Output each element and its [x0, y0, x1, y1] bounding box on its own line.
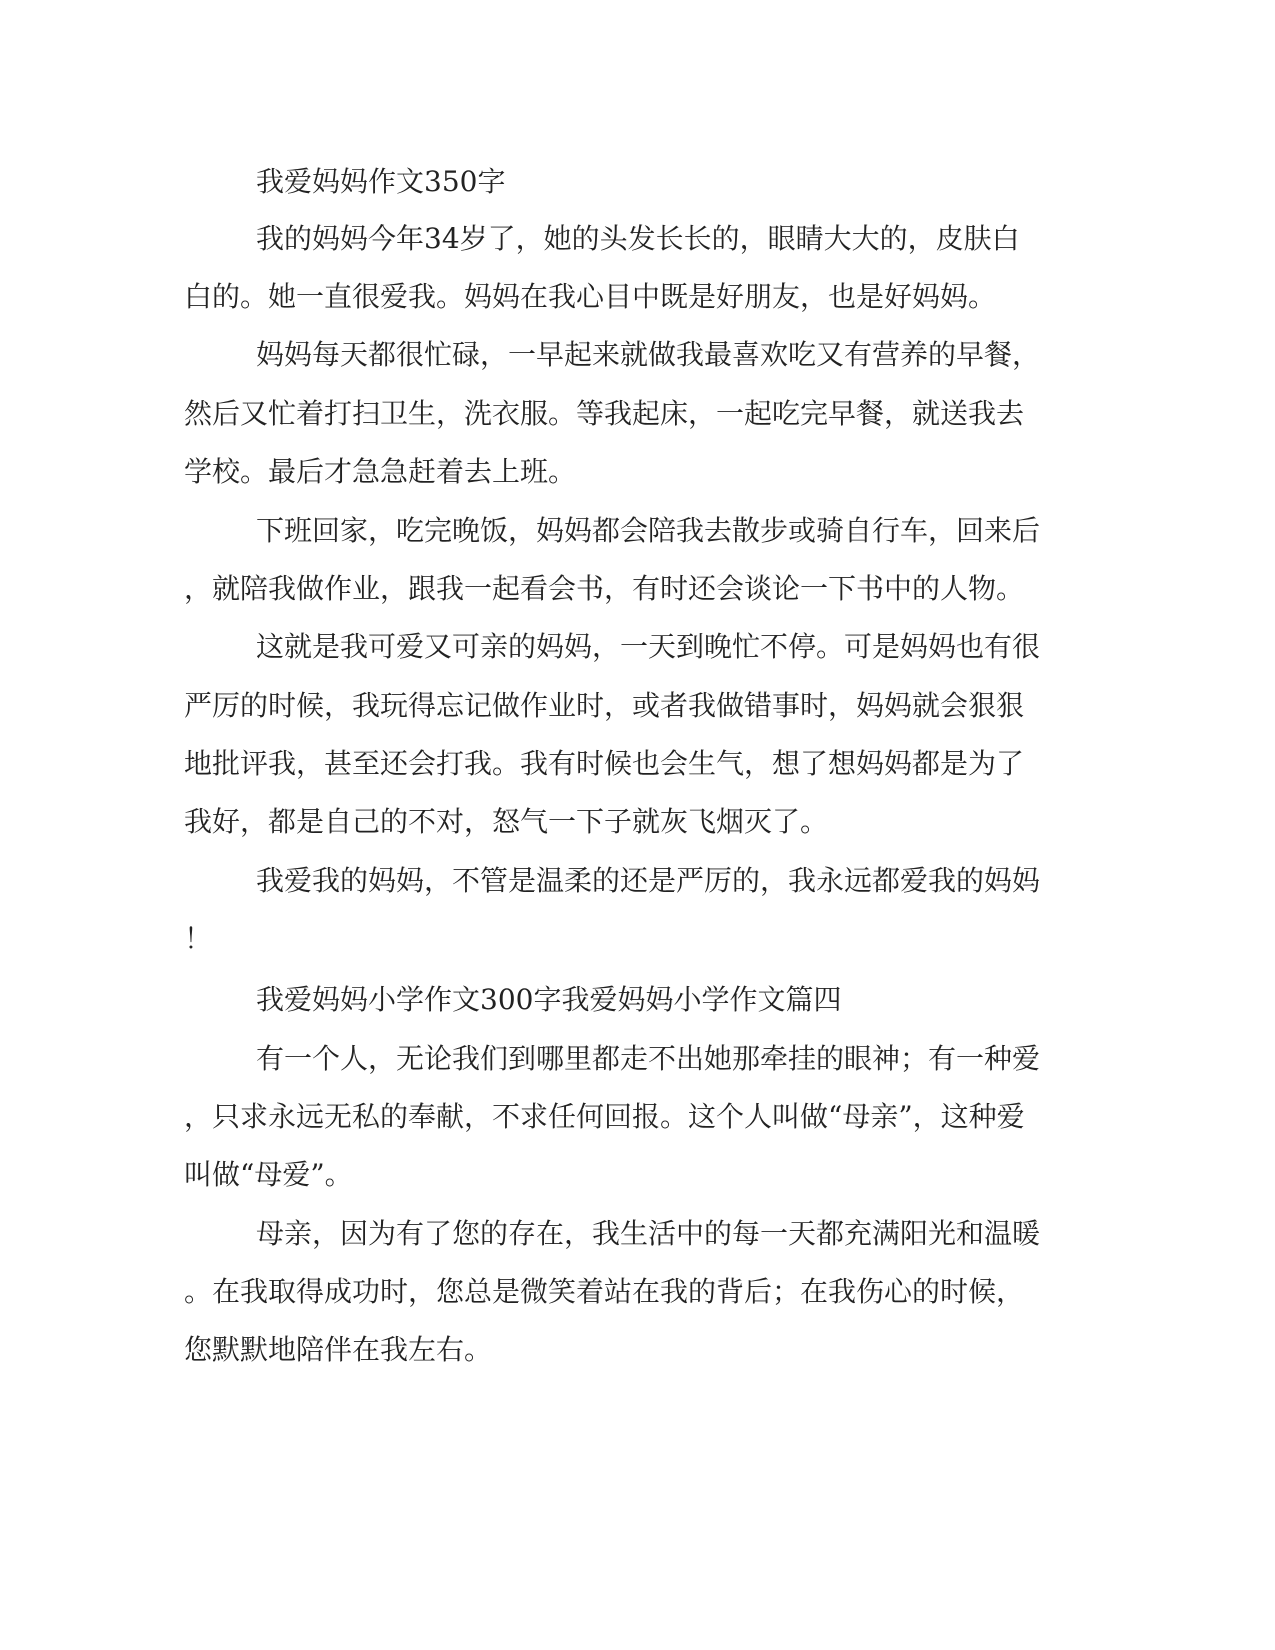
paragraph-line: 然后又忙着打扫卫生，洗衣服。等我起床，一起吃完早餐，就送我去 — [184, 397, 1025, 430]
paragraph-line: 我的妈妈今年34岁了，她的头发长长的，眼睛大大的，皮肤白 — [256, 222, 1020, 255]
essay-title: 我爱妈妈作文350字 — [256, 165, 506, 198]
paragraph-line: 您默默地陪伴在我左右。 — [184, 1333, 493, 1366]
paragraph-line: 地批评我，甚至还会打我。我有时候也会生气，想了想妈妈都是为了 — [184, 747, 1025, 780]
paragraph-line: 白的。她一直很爱我。妈妈在我心目中既是好朋友，也是好妈妈。 — [184, 280, 997, 313]
paragraph-line: 母亲，因为有了您的存在，我生活中的每一天都充满阳光和温暖 — [256, 1217, 1041, 1250]
paragraph-line: 严厉的时候，我玩得忘记做作业时，或者我做错事时，妈妈就会狠狠 — [184, 689, 1025, 722]
paragraph-line: ，只求永远无私的奉献，不求任何回报。这个人叫做“母亲”，这种爱 — [184, 1100, 1025, 1133]
paragraph-line: 下班回家，吃完晚饭，妈妈都会陪我去散步或骑自行车，回来后 — [256, 514, 1041, 547]
paragraph-line: 我爱我的妈妈，不管是温柔的还是严厉的，我永远都爱我的妈妈 — [256, 864, 1041, 897]
paragraph-line: 有一个人，无论我们到哪里都走不出她那牵挂的眼神；有一种爱 — [256, 1042, 1041, 1075]
paragraph-line: 学校。最后才急急赶着去上班。 — [184, 455, 577, 488]
paragraph-line: 我好，都是自己的不对，怒气一下子就灰飞烟灭了。 — [184, 805, 829, 838]
paragraph-line: 这就是我可爱又可亲的妈妈，一天到晚忙不停。可是妈妈也有很 — [256, 630, 1041, 663]
paragraph-line: 。在我取得成功时，您总是微笑着站在我的背后；在我伤心的时候， — [184, 1275, 1025, 1308]
paragraph-line: ，就陪我做作业，跟我一起看会书，有时还会谈论一下书中的人物。 — [184, 572, 1025, 605]
paragraph-line: 叫做“母爱”。 — [184, 1158, 353, 1191]
section-heading: 我爱妈妈小学作文300字我爱妈妈小学作文篇四 — [256, 983, 842, 1016]
paragraph-line: ！ — [184, 922, 213, 955]
paragraph-line: 妈妈每天都很忙碌，一早起来就做我最喜欢吃又有营养的早餐， — [256, 338, 1041, 371]
